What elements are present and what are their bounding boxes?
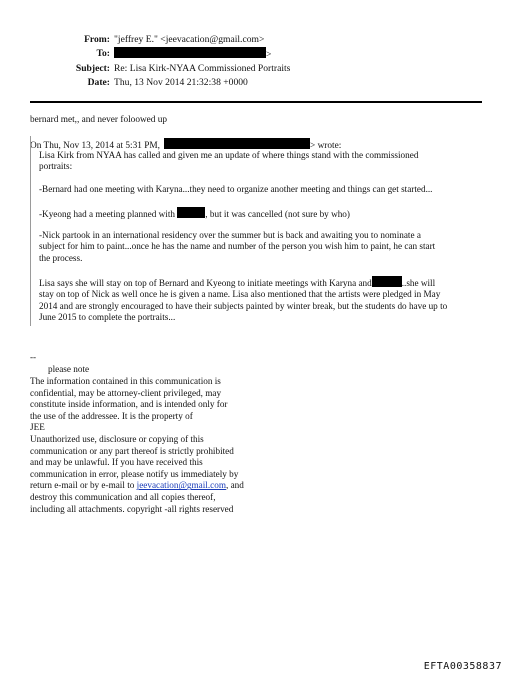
- disclaimer-line: communication in error, please notify us immediately by: [30, 468, 239, 479]
- email-link[interactable]: jeevacation@gmail.com: [136, 480, 226, 491]
- quote-intro-prefix: On Thu, Nov 13, 2014 at 5:31 PM,: [30, 141, 160, 151]
- quote-paragraph-2: -Bernard had one meeting with Karyna...they need to organize another meeting and things can get started...: [39, 184, 433, 194]
- to-suffix: >: [266, 49, 272, 60]
- date-row: [30, 76, 290, 90]
- subject-row: [30, 62, 290, 76]
- from-label: From:: [84, 34, 110, 45]
- document-id: EFTA00358837: [423, 661, 502, 672]
- date-value: Thu, 13 Nov 2014 21:32:38 +0000: [114, 77, 248, 88]
- quote-line: , but it was cancelled (not sure by who): [205, 209, 350, 219]
- disclaimer-line: Unauthorized use, disclosure or copying of this: [30, 433, 204, 444]
- disclaimer-line: confidential, may be attorney-client privileged, may: [30, 387, 222, 398]
- to-value: [114, 47, 271, 62]
- disclaimer-line: The information contained in this communication is: [30, 376, 221, 386]
- quote-paragraph-1: [31, 150, 486, 173]
- quote-line: 2014 and are strongly encouraged to have their subjects painted by winter break, but the students do have up to: [39, 300, 448, 311]
- quote-line: Lisa Kirk from NYAA has called and given me an update of where things stand with the commissioned: [39, 150, 419, 160]
- signature-separator: --: [30, 352, 37, 362]
- quote-line: the process.: [39, 252, 83, 263]
- disclaimer-fragment: return e-mail or by e-mail to: [30, 480, 137, 491]
- header-divider: [30, 101, 482, 103]
- quote-line: -Nick partook in an international residency over the summer but is back and awaiting you to nominate a: [39, 230, 421, 240]
- quoted-message: [30, 136, 485, 326]
- quote-line: subject for him to paint...once he has the name and number of the person you wish him to paint, he can start: [39, 241, 436, 252]
- quote-line: Lisa says she will stay on top of Bernard and Kyeong to initiate meetings with Karyna and: [39, 278, 372, 288]
- disclaimer-line: communication or any part thereof is strictly prohibited: [30, 445, 234, 456]
- disclaimer-line: [30, 480, 290, 492]
- redaction-box: [372, 276, 402, 287]
- subject-label: Subject:: [75, 63, 110, 74]
- from-value: "jeffrey E." <jeevacation@gmail.com>: [114, 34, 265, 45]
- from-row: [30, 33, 290, 47]
- disclaimer-line: constitute inside information, and is intended only for: [30, 399, 228, 410]
- quote-paragraph-4: [31, 230, 486, 264]
- disclaimer-line: including all attachments. copyright -all rights reserved: [30, 503, 234, 514]
- signature-note: please note: [48, 364, 90, 374]
- quote-line: June 2015 to complete the portraits...: [39, 312, 176, 323]
- disclaimer-line: and may be unlawful. If you have received this: [30, 457, 203, 468]
- disclaimer-line: destroy this communication and all copies thereof,: [30, 491, 216, 502]
- quote-line: stay on top of Nick as well once he is given a name. Lisa also mentioned that the artists were pledged in May: [39, 289, 441, 300]
- to-label: To:: [96, 48, 110, 59]
- quote-line: ..she will: [401, 278, 436, 288]
- redaction-box: [177, 207, 205, 218]
- disclaimer-fragment: , and: [225, 480, 244, 491]
- date-label: Date:: [87, 77, 110, 88]
- disclaimer-line: the use of the addressee. It is the property of: [30, 410, 193, 421]
- disclaimer-text: [30, 376, 290, 515]
- subject-value: Re: Lisa Kirk-NYAA Commissioned Portraits: [114, 63, 291, 74]
- to-row: [30, 47, 290, 62]
- reply-text: bernard met,, and never foloowed up: [30, 115, 168, 125]
- quote-paragraph-5: [31, 276, 486, 324]
- email-header: [30, 33, 290, 90]
- quote-line: portraits:: [39, 161, 73, 172]
- redaction-box: [114, 47, 266, 58]
- quote-line: -Kyeong had a meeting planned with: [39, 209, 175, 219]
- quote-paragraph-3: [31, 207, 486, 220]
- quote-intro-suffix: > wrote:: [310, 141, 342, 151]
- disclaimer-line: JEE: [30, 422, 45, 433]
